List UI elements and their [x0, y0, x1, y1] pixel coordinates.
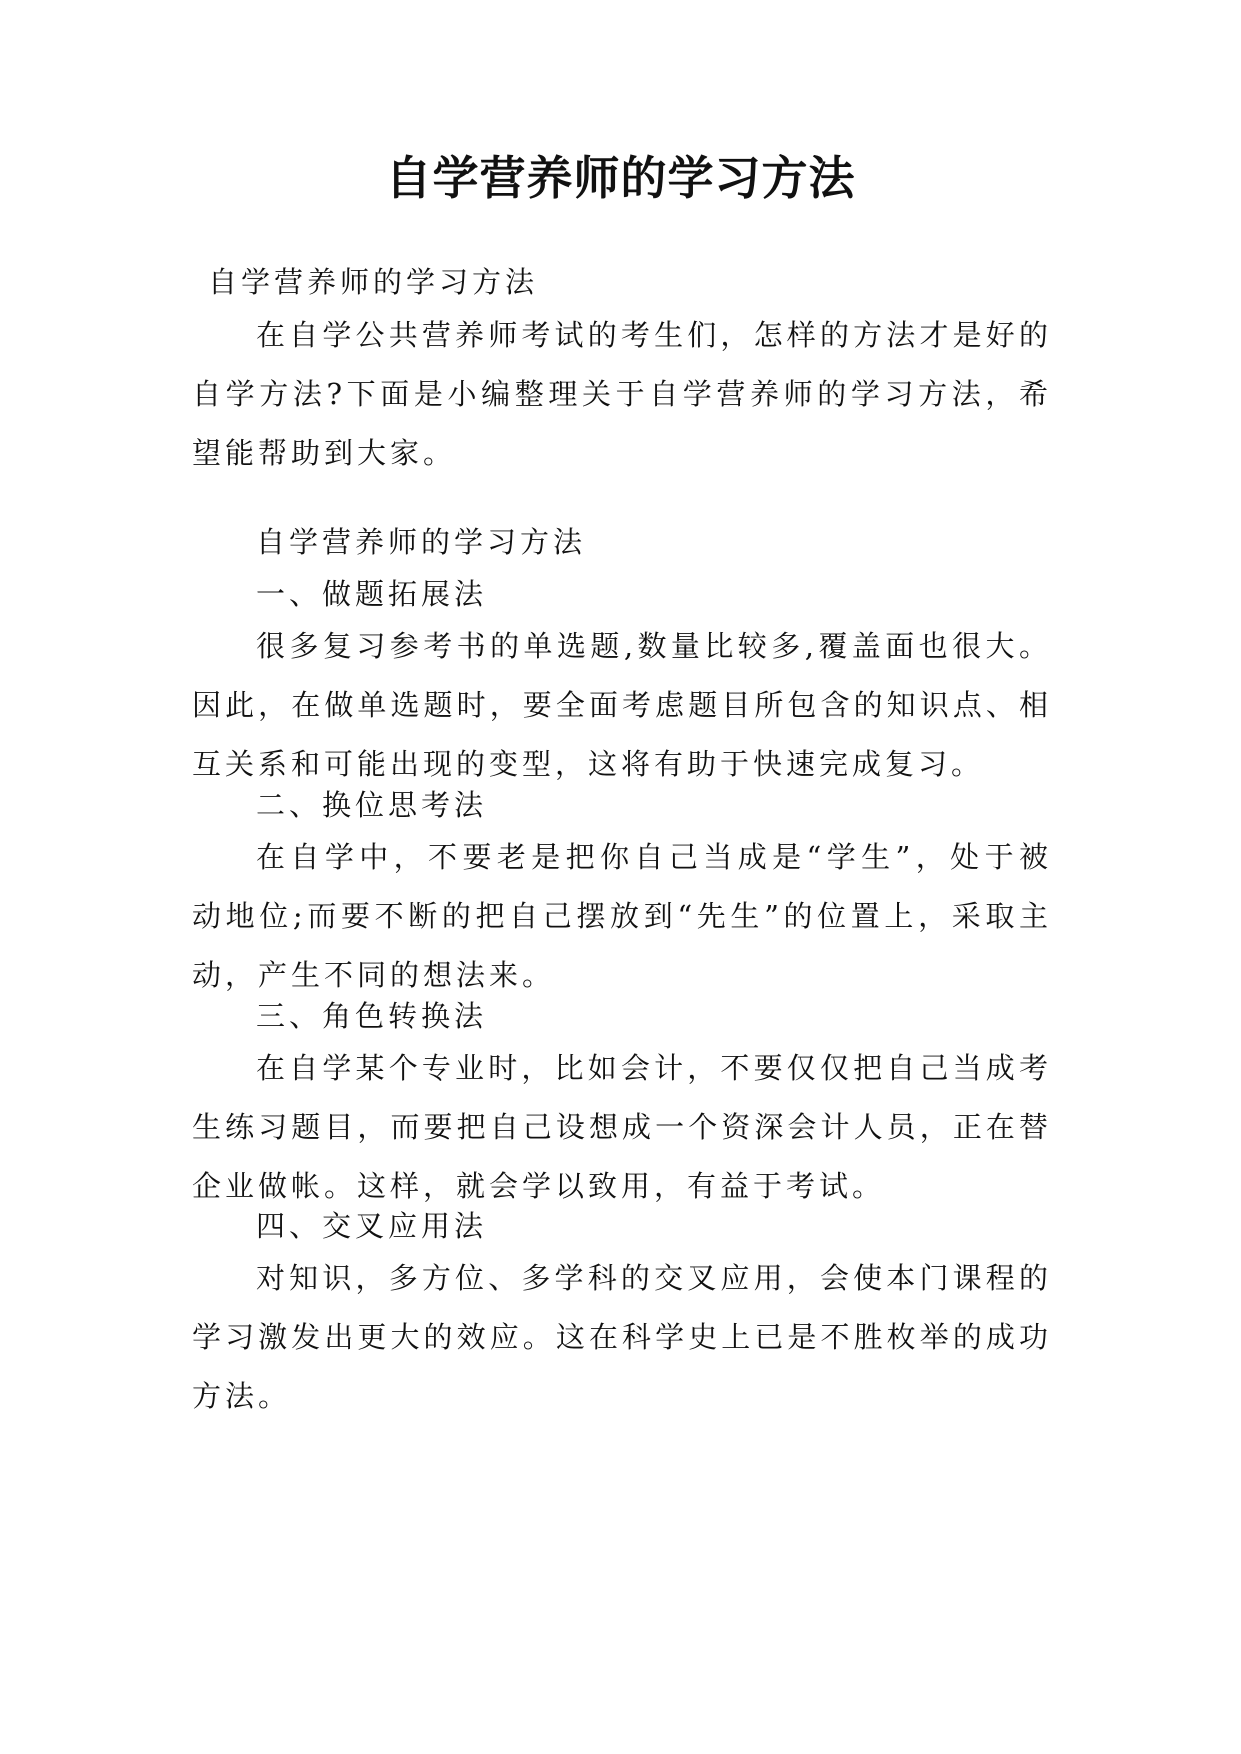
document-title: 自学营养师的学习方法	[385, 151, 856, 205]
method-3-heading: 三、角色转换法	[256, 999, 488, 1033]
method-2-heading: 二、换位思考法	[256, 788, 488, 822]
method-4-heading: 四、交叉应用法	[256, 1209, 488, 1243]
method-2-body: 在自学中，不要老是把你自己当成是“学生”，处于被动地位;而要不断的把自己摆放到“先生”的位置上，采取主动，产生不同的想法来。	[192, 840, 1052, 992]
section-heading: 自学营养师的学习方法	[256, 525, 587, 559]
method-1-body: 很多复习参考书的单选题,数量比较多,覆盖面也很大。因此，在做单选题时，要全面考虑题目所包含的知识点、相互关系和可能出现的变型，这将有助于快速完成复习。	[192, 629, 1052, 781]
intro-paragraph: 在自学公共营养师考试的考生们，怎样的方法才是好的自学方法?下面是小编整理关于自学营养师的学习方法，希望能帮助到大家。	[192, 318, 1052, 470]
document-subtitle: 自学营养师的学习方法	[208, 265, 539, 299]
method-1-heading: 一、做题拓展法	[256, 577, 488, 611]
method-3-body: 在自学某个专业时，比如会计，不要仅仅把自己当成考生练习题目，而要把自己设想成一个资深会计人员，正在替企业做帐。这样，就会学以致用，有益于考试。	[192, 1051, 1052, 1203]
method-4-body: 对知识，多方位、多学科的交叉应用，会使本门课程的学习激发出更大的效应。这在科学史上已是不胜枚举的成功方法。	[192, 1261, 1052, 1413]
